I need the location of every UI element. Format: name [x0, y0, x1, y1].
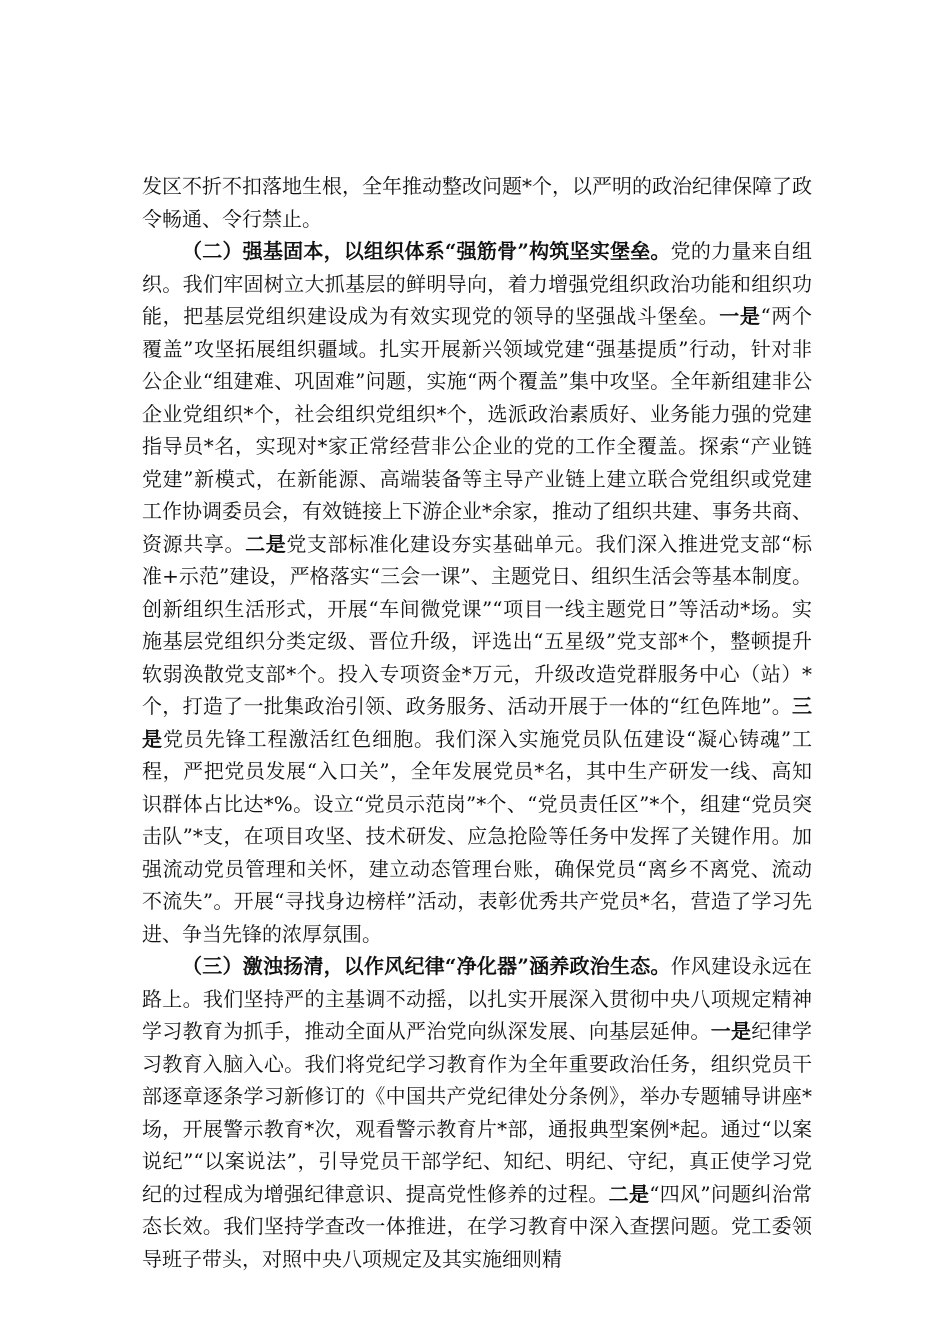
section-heading: （三）激浊扬清，以作风纪律“净化器”涵养政治生态。 — [182, 954, 671, 978]
point-marker: 一是 — [710, 1019, 752, 1043]
paragraph-text: 纪律学习教育入脑入心。我们将党纪学习教育作为全年重要政治任务，组织党员干部逐章逐条学习新修订的《中国共产党纪律处分条例》，举办专题辅导讲座*场，开展警示教育*次，观看警示教育片*部，通报典型案例*起。通过“以案说纪”“以案说法”，引导党员干部学纪、知纪、明纪、守纪，真正使学习党纪的过程成为增强纪律意识、提高党性修养的过程。 — [142, 1019, 812, 1206]
paragraph-text: “四风”问题纠治常态长效。我们坚持学查改一体推进，在学习教育中深入查摆问题。党工委领导班子带头，对照中央八项规定及其实施细则精 — [142, 1181, 813, 1271]
paragraph-text: 党的力量来自组织。我们牢固树立大抓基层的鲜明导向，着力增强党组织政治功能和组织功能，把基层党组织建设成为有效实现党的领导的坚强战斗堡垒。 — [142, 239, 812, 328]
paragraph-section-3 — [142, 950, 812, 1275]
paragraph-text: 党支部标准化建设夯实基础单元。我们深入推进党支部“标准+示范”建设，严格落实“三会一课”、主题党日、组织生活会等基本制度。创新组织生活形式，开展“车间微党课”“项目一线主题党日”等活动*场。实施基层党组织分类定级、晋位升级，评选出“五星级”党支部*个，整顿提升软弱涣散党支部*个。投入专项资金*万元，升级改造党群服务中心（站）*个，打造了一批集政治引领、政务服务、活动开展于一体的“红色阵地”。 — [142, 531, 813, 718]
point-marker: 二是 — [245, 531, 287, 556]
paragraph-text: 发区不折不扣落地生根，全年推动整改问题*个，以严明的政治纪律保障了政令畅通、令行禁止。 — [142, 174, 812, 231]
paragraph-text: “两个覆盖”攻坚拓展组织疆域。扎实开展新兴领域党建“强基提质”行动，针对非公企业“组建难、巩固难”问题，实施“两个覆盖”集中攻坚。全年新组建非公企业党组织*个，社会组织党组织*个，选派政治素质好、业务能力强的党建指导员*名，实现对*家正常经营非公企业的党的工作全覆盖。探索“产业链党建”新模式，在新能源、高端装备等主导产业链上建立联合党组织或党建工作协调委员会，有效链接上下游企业*余家，推动了组织共建、事务共商、资源共享。 — [142, 304, 813, 556]
paragraph-text: 作风建设永远在路上。我们坚持严的主基调不动摇，以扎实开展深入贯彻中央八项规定精神学习教育为抓手，推动全面从严治党向纵深发展、向基层延伸。 — [142, 954, 812, 1043]
section-heading: （二）强基固本，以组织体系“强筋骨”构筑坚实堡垒。 — [182, 239, 671, 263]
point-marker: 一是 — [719, 304, 761, 328]
point-marker: 二是 — [608, 1181, 650, 1206]
paragraph-section-2 — [142, 235, 812, 950]
paragraph-continuation — [142, 170, 812, 235]
point-marker: 三是 — [142, 694, 812, 751]
paragraph-text: 党员先锋工程激活红色细胞。我们深入实施党员队伍建设“凝心铸魂”工程，严把党员发展“入口关”，全年发展党员*名，其中生产研发一线、高知识群体占比达*%。设立“党员示范岗”*个、“党员责任区”*个，组建“党员突击队”*支，在项目攻坚、技术研发、应急抢险等任务中发挥了关键作用。加强流动党员管理和关怀，建立动态管理台账，确保党员“离乡不离党、流动不流失”。开展“寻找身边榜样”活动，表彰优秀共产党员*名，营造了学习先进、争当先锋的浓厚氛围。 — [142, 726, 813, 946]
document-body — [142, 170, 812, 1275]
